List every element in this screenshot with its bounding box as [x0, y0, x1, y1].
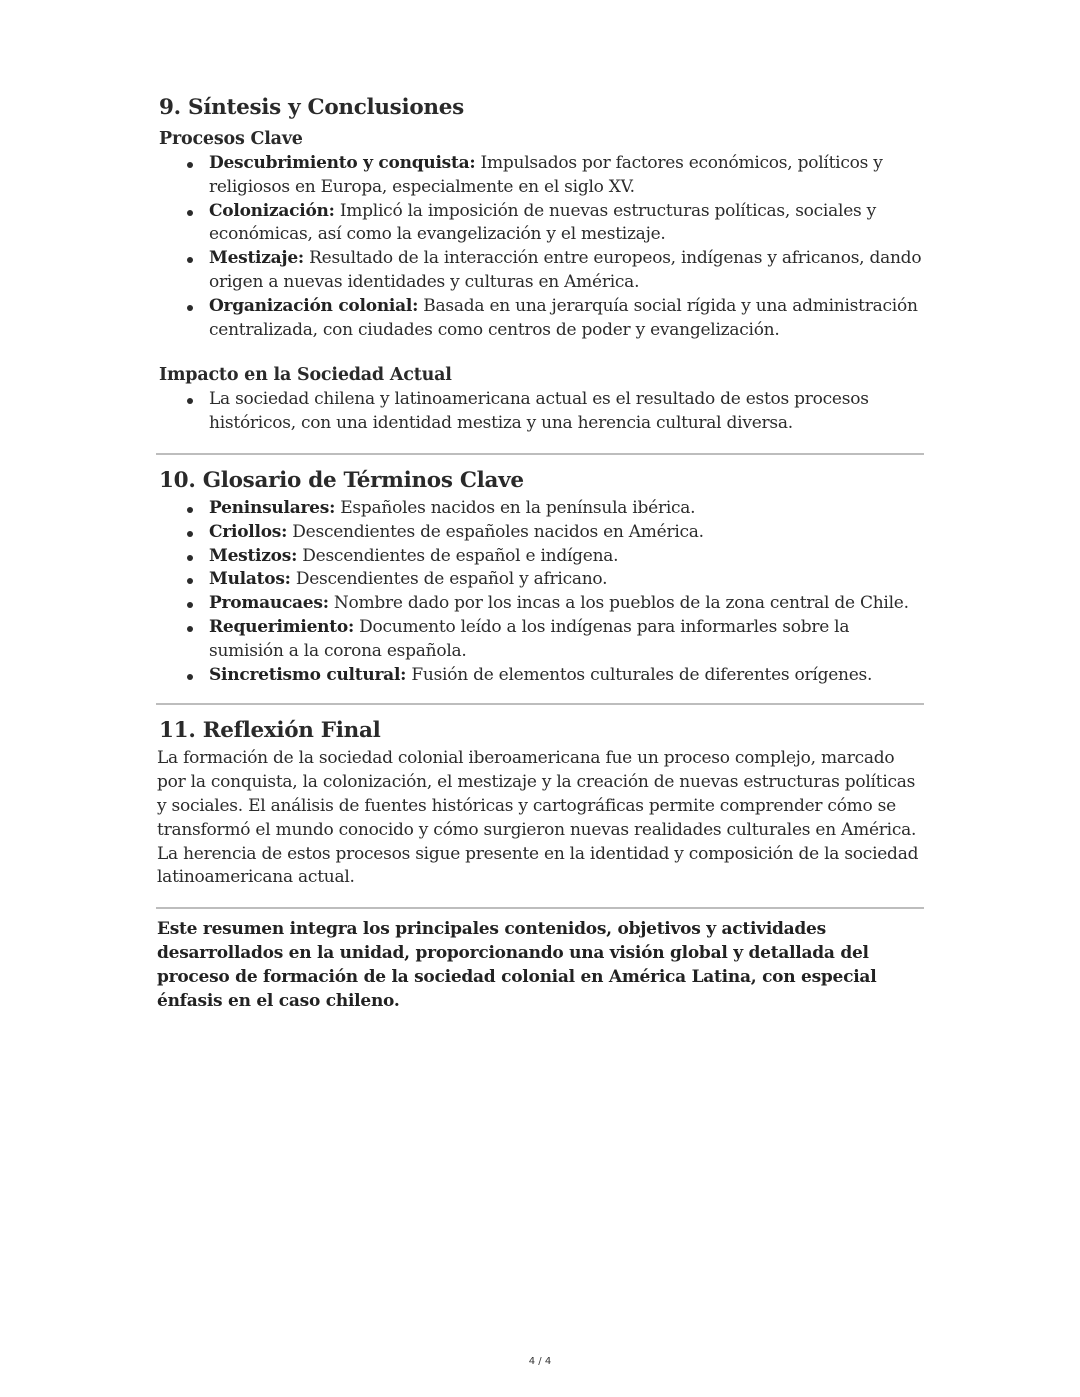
list-item: La sociedad chilena y latinoamericana actual es el resultado de estos procesos históricos, con una identidad mestiza y una herencia cultural diversa.	[209, 388, 923, 436]
glossary-item	[209, 616, 923, 664]
list-item	[209, 247, 923, 295]
glossary-item	[209, 521, 923, 545]
impacto-heading: Impacto en la Sociedad Actual	[159, 365, 452, 386]
term-description: Fusión de elementos culturales de diferentes orígenes.	[406, 664, 873, 685]
section-11-heading: 11. Reflexión Final	[159, 718, 381, 744]
term-label: Descubrimiento y conquista:	[209, 153, 476, 173]
term-description: Impulsados por factores económicos, políticos y religiosos en Europa, especialmente en el siglo XV.	[209, 153, 883, 197]
list-item	[209, 200, 923, 248]
term-description: Descendientes de español y africano.	[290, 569, 608, 590]
document-page	[157, 92, 923, 1013]
term-label: Organización colonial:	[209, 295, 419, 316]
term-description: Españoles nacidos en la península ibérica.	[335, 497, 696, 518]
glossary-item	[209, 664, 923, 688]
glossary-item	[209, 497, 923, 521]
term-label: Mulatos:	[209, 569, 291, 590]
term-label: Peninsulares:	[209, 497, 336, 518]
term-label: Promaucaes:	[209, 593, 329, 614]
term-label: Mestizaje:	[209, 248, 304, 269]
section-divider	[156, 907, 924, 909]
term-description: Basada en una jerarquía social rígida y una administración centralizada, con ciudades como centros de poder y evangelización.	[209, 295, 918, 340]
term-label: Mestizos:	[209, 545, 298, 566]
impacto-list	[157, 388, 923, 436]
procesos-clave-heading: Procesos Clave	[159, 129, 303, 149]
term-label: Requerimiento:	[209, 616, 355, 637]
section-10-heading: 10. Glosario de Términos Clave	[159, 467, 524, 493]
closing-summary: Este resumen integra los principales contenidos, objetivos y actividades desarrollados en la unidad, proporcionando una visión global y detallada del proceso de formación de la sociedad colonial en América Latina, con especial énfasis en el caso chileno.	[157, 919, 877, 1011]
section-divider	[156, 453, 924, 455]
glossary-item	[209, 545, 923, 569]
term-description: Resultado de la interacción entre europeos, indígenas y africanos, dando origen a nuevas identidades y culturas en América.	[209, 248, 922, 292]
term-description: Documento leído a los indígenas para informarles sobre la sumisión a la corona española.	[209, 616, 850, 661]
glossary-item	[209, 568, 923, 592]
procesos-clave-list	[157, 152, 923, 342]
reflexion-paragraph: La formación de la sociedad colonial iberoamericana fue un proceso complejo, marcado por la conquista, la colonización, el mestizaje y la creación de nuevas estructuras políticas y sociales. El análisis de fuentes históricas y cartográficas permite comprender cómo se transformó el mundo conocido y cómo surgieron nuevas realidades culturales en América. La herencia de estos procesos sigue presente en la identidad y composición de la sociedad latinoamericana actual.	[157, 748, 919, 888]
page-indicator: 4 / 4	[528, 1356, 552, 1367]
glossary-item	[209, 592, 923, 616]
list-item	[209, 295, 923, 343]
section-9-heading: 9. Síntesis y Conclusiones	[159, 95, 464, 120]
term-label: Criollos:	[209, 521, 288, 542]
term-description: Descendientes de español e indígena.	[297, 545, 619, 566]
list-item	[209, 152, 923, 200]
term-description: Implicó la imposición de nuevas estructuras políticas, sociales y económicas, así como la evangelización y el mestizaje.	[209, 200, 876, 245]
term-description: Descendientes de españoles nacidos en América.	[287, 521, 704, 542]
section-divider	[156, 703, 924, 705]
term-description: Nombre dado por los incas a los pueblos de la zona central de Chile.	[328, 593, 909, 614]
term-label: Sincretismo cultural:	[209, 664, 407, 685]
term-label: Colonización:	[209, 200, 335, 221]
glossary-list	[157, 497, 923, 687]
